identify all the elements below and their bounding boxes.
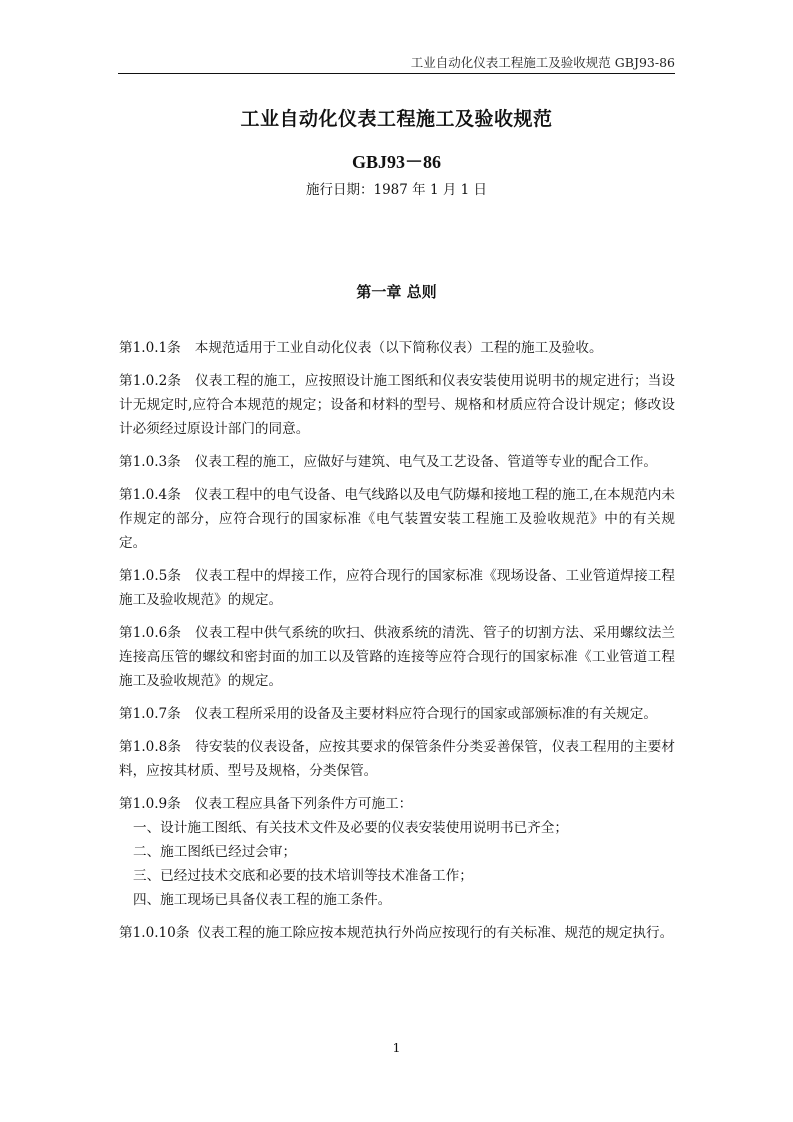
condition-item: 四、施工现场已具备仪表工程的施工条件。 (133, 892, 392, 908)
article-number: 第1.0.5条 (119, 568, 182, 584)
article-number: 第1.0.7条 (119, 706, 181, 722)
article-number: 第1.0.8条 (119, 739, 182, 755)
article-text: 仪表工程中供气系统的吹扫、供液系统的清洗、管子的切割方法、采用螺纹法兰连接高压管的螺纹和密封面的加工以及管路的连接等应符合现行的国家标准《工业管道工程施工及验收规范》的规定。 (119, 625, 675, 689)
article-text: 本规范适用于工业自动化仪表（以下简称仪表）工程的施工及验收。 (194, 340, 603, 356)
article-text: 仪表工程所采用的设备及主要材料应符合现行的国家或部颁标准的有关规定。 (194, 706, 657, 722)
article-1-0-4 (119, 483, 675, 555)
standard-code: GBJ93－86 (351, 152, 441, 172)
article-text: 仪表工程的施工，应按照设计施工图纸和仪表安装使用说明书的规定进行；当设计无规定时,应符合本规范的规定；设备和材料的型号、规格和材质应符合设计规定；修改设计必须经过原设计部门的同意。 (119, 373, 675, 437)
article-number: 第1.0.9条 (119, 796, 181, 812)
header-rule (118, 73, 675, 74)
effective-date: 施行日期：1987 年 1 月 1 日 (306, 182, 487, 198)
article-text: 仪表工程中的电气设备、电气线路以及电气防爆和接地工程的施工,在本规范内未作规定的部分，应符合现行的国家标准《电气装置安装工程施工及验收规范》中的有关规定。 (119, 487, 675, 551)
page-number: 1 (392, 1040, 401, 1055)
condition-item: 二、施工图纸已经过会审； (133, 844, 297, 860)
article-number: 第1.0.3条 (119, 454, 181, 470)
article-text: 仪表工程的施工除应按本规范执行外尚应按现行的有关标准、规范的规定执行。 (197, 925, 674, 941)
condition-item: 三、已经过技术交底和必要的技术培训等技术准备工作； (133, 868, 473, 884)
article-1-0-8 (119, 735, 675, 783)
condition-item: 一、设计施工图纸、有关技术文件及必要的仪表安装使用说明书已齐全； (133, 820, 568, 836)
article-number: 第1.0.6条 (119, 625, 182, 641)
article-1-0-9 (119, 792, 675, 912)
article-number: 第1.0.1条 (119, 340, 181, 356)
article-1-0-2 (119, 369, 675, 441)
running-header: 工业自动化仪表工程施工及验收规范 GBJ93-86 (410, 55, 675, 70)
article-1-0-5 (119, 564, 675, 612)
article-1-0-7 (119, 702, 675, 726)
chapter-title: 第一章 总则 (356, 283, 437, 301)
article-1-0-1 (119, 336, 675, 360)
document-title: 工业自动化仪表工程施工及验收规范 (240, 108, 553, 130)
article-1-0-10 (119, 921, 675, 945)
article-text: 仪表工程应具备下列条件方可施工： (194, 796, 413, 812)
article-number: 第1.0.4条 (119, 487, 181, 503)
article-1-0-9-lead (119, 792, 675, 816)
article-number: 第1.0.10条 (119, 925, 190, 941)
article-text: 仪表工程的施工，应做好与建筑、电气及工艺设备、管道等专业的配合工作。 (194, 454, 657, 470)
article-number: 第1.0.2条 (119, 373, 182, 389)
article-text: 待安装的仪表设备，应按其要求的保管条件分类妥善保管，仪表工程用的主要材料，应按其材质、型号及规格，分类保管。 (119, 739, 675, 779)
article-text: 仪表工程中的焊接工作，应符合现行的国家标准《现场设备、工业管道焊接工程施工及验收规范》的规定。 (119, 568, 675, 608)
article-1-0-3 (119, 450, 675, 474)
article-list (119, 336, 675, 954)
article-1-0-6 (119, 621, 675, 693)
